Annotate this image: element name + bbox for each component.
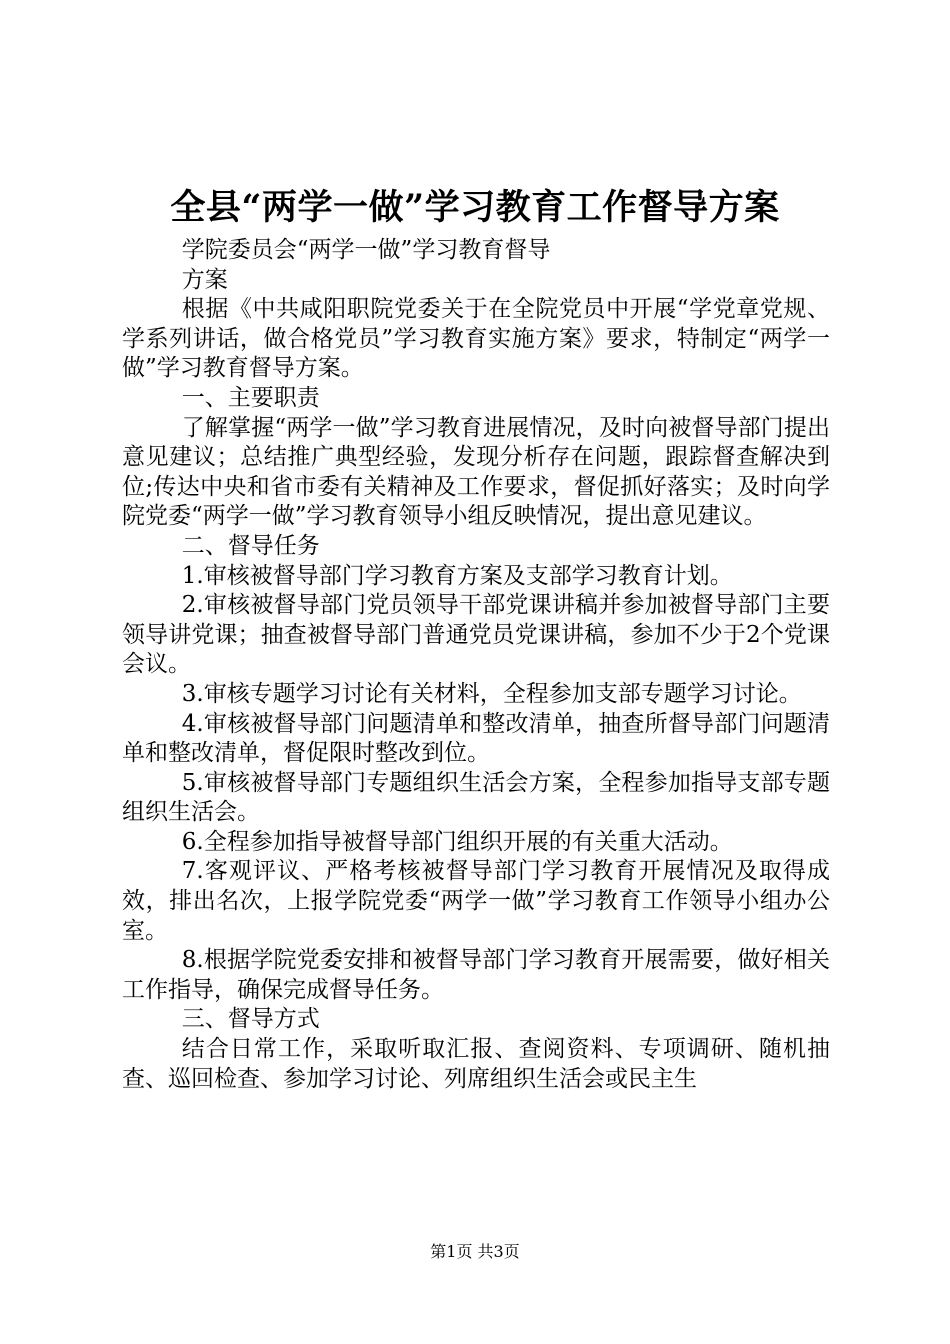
list-item: 8.根据学院党委安排和被督导部门学习教育开展需要，做好相关工作指导，确保完成督导任务。 (122, 947, 830, 1003)
paragraph: 了解掌握“两学一做”学习教育进展情况，及时向被督导部门提出意见建议；总结推广典型经验，发现分析存在问题，跟踪督查解决到位;传达中央和省市委有关精神及工作要求，督促抓好落实；及时向学院党委“两学一做”学习教育领导小组反映情况，提出意见建议。 (122, 414, 830, 530)
paragraph: 方案 (181, 266, 228, 293)
list-item: 7.客观评议、严格考核被督导部门学习教育开展情况及取得成效，排出名次，上报学院党委“两学一做”学习教育工作领导小组办公室。 (122, 858, 830, 944)
section-heading: 二、督导任务 (181, 532, 320, 559)
page-footer: 第1页 共3页 (430, 1242, 520, 1261)
list-item: 1.审核被督导部门学习教育方案及支部学习教育计划。 (181, 562, 733, 589)
paragraph: 结合日常工作，采取听取汇报、查阅资料、专项调研、随机抽查、巡回检查、参加学习讨论、列席组织生活会或民主生 (122, 1036, 830, 1092)
document-body (122, 236, 830, 1094)
list-item: 6.全程参加指导被督导部门组织开展的有关重大活动。 (181, 828, 733, 855)
document-title: 全县“两学一做”学习教育工作督导方案 (170, 187, 780, 228)
list-item: 2.审核被督导部门党员领导干部党课讲稿并参加被督导部门主要领导讲党课；抽查被督导部门普通党员党课讲稿，参加不少于2个党课会议。 (122, 592, 830, 678)
list-item: 5.审核被督导部门专题组织生活会方案，全程参加指导支部专题组织生活会。 (122, 769, 830, 826)
list-item: 3.审核专题学习讨论有关材料，全程参加支部专题学习讨论。 (181, 680, 802, 707)
paragraph: 学院委员会“两学一做”学习教育督导 (181, 237, 551, 263)
section-heading: 一、主要职责 (181, 384, 320, 411)
list-item: 4.审核被督导部门问题清单和整改清单，抽查所督导部门问题清单和整改清单，督促限时整改到位。 (122, 710, 830, 767)
paragraph: 根据《中共咸阳职院党委关于在全院党员中开展“学党章党规、学系列讲话，做合格党员”学习教育实施方案》要求，特制定“两学一做”学习教育督导方案。 (122, 296, 830, 382)
section-heading: 三、督导方式 (181, 1006, 320, 1033)
